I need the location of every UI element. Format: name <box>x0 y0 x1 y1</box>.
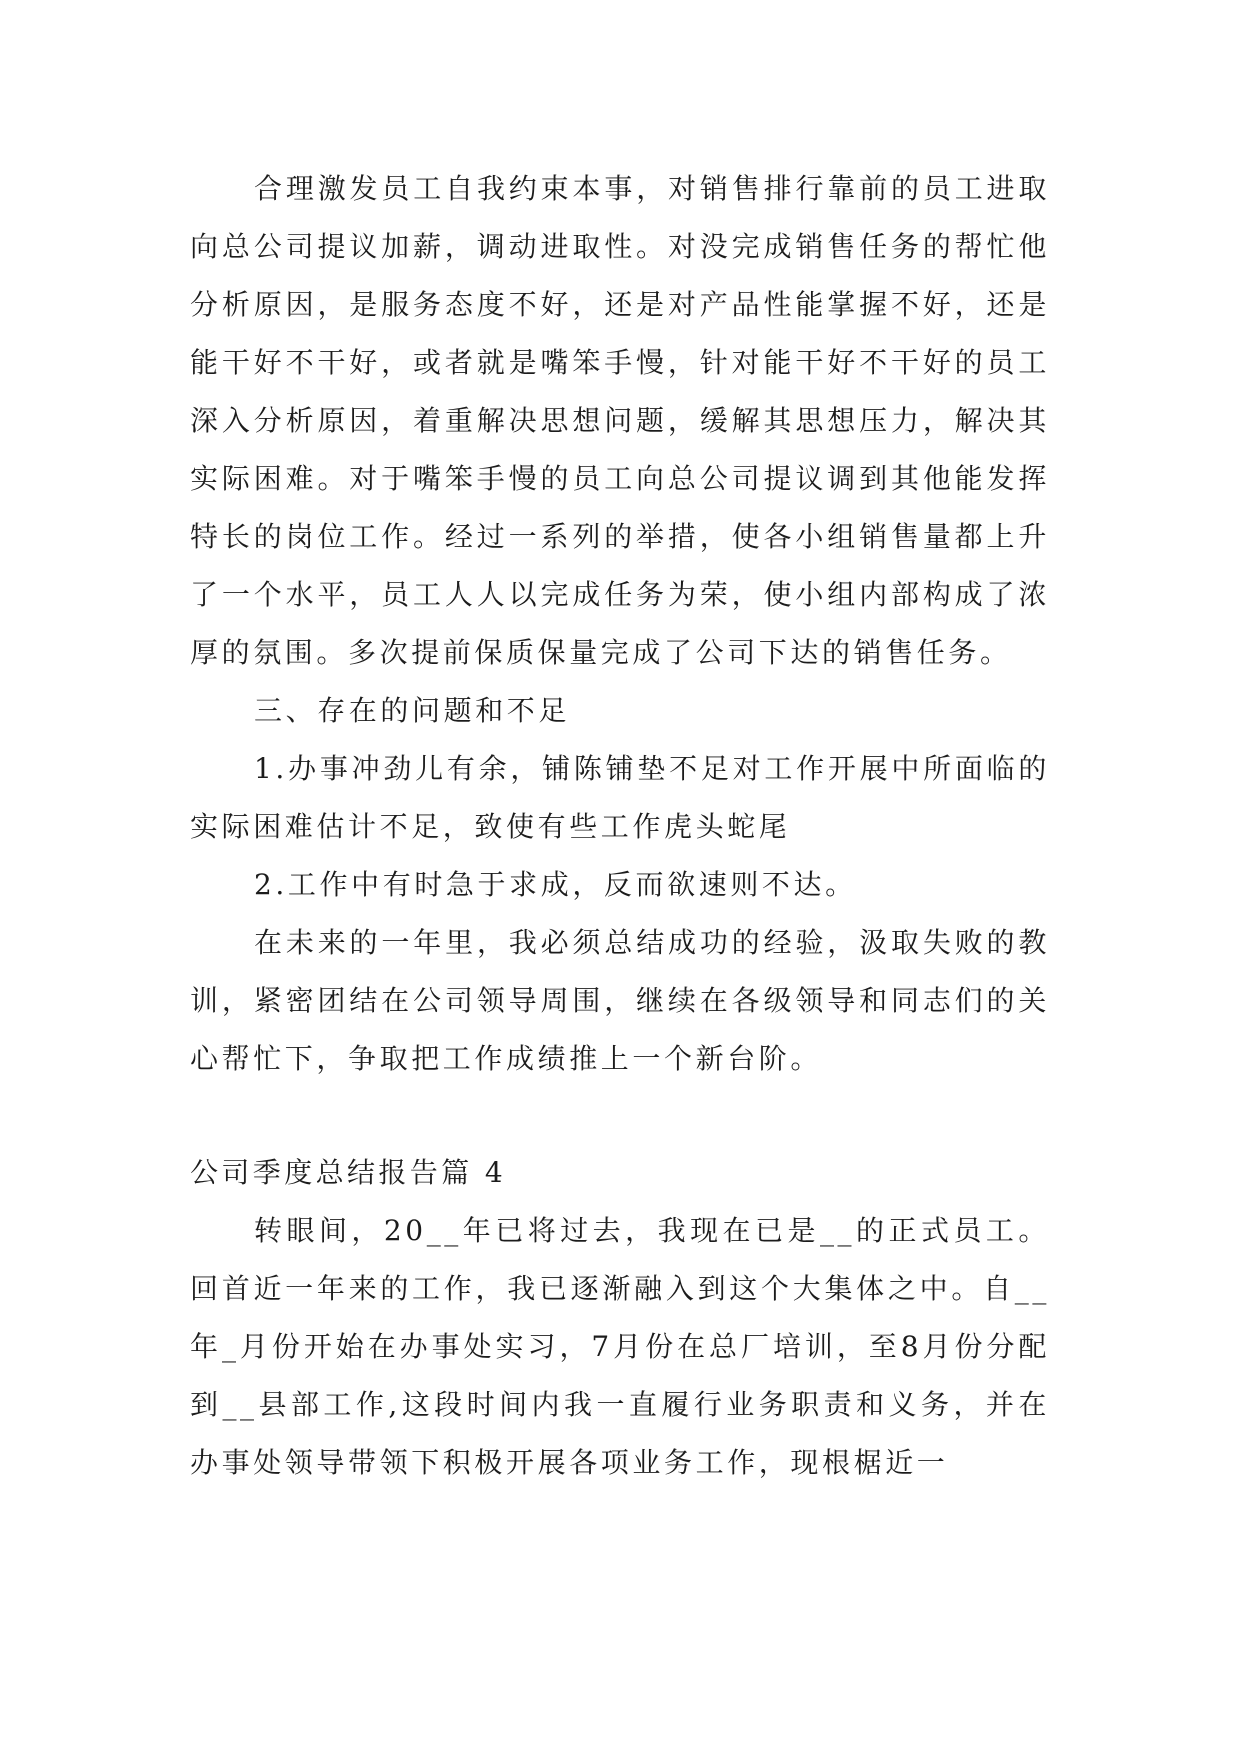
paragraph-report-4: 转眼间，20__年已将过去，我现在已是__的正式员工。回首近一年来的工作，我已逐渐融入到这个大集体之中。自__年_月份开始在办事处实习，7月份在总厂培训，至8月份分配到__县部工作,这段时间内我一直履行业务职责和义务，并在办事处领导带领下积极开展各项业务工作，现根椐近一 <box>190 1214 1050 1479</box>
document-body <box>190 160 1050 1492</box>
list-item-2: 2.工作中有时急于求成，反而欲速则不达。 <box>254 868 857 901</box>
paragraph-closing: 在未来的一年里，我必须总结成功的经验，汲取失败的教训，紧密团结在公司领导周围，继续在各级领导和同志们的关心帮忙下，争取把工作成绩推上一个新台阶。 <box>190 926 1050 1075</box>
paragraph-motivation: 合理激发员工自我约束本事，对销售排行靠前的员工进取向总公司提议加薪，调动进取性。对没完成销售任务的帮忙他分析原因，是服务态度不好，还是对产品性能掌握不好，还是能干好不干好，或者就是嘴笨手慢，针对能干好不干好的员工深入分析原因，着重解决思想问题，缓解其思想压力，解决其实际困难。对于嘴笨手慢的员工向总公司提议调到其他能发挥特长的岗位工作。经过一系列的举措，使各小组销售量都上升了一个水平，员工人人以完成任务为荣，使小组内部构成了浓厚的氛围。多次提前保质保量完成了公司下达的销售任务。 <box>190 172 1050 669</box>
list-item-1: 1.办事冲劲儿有余，铺陈铺垫不足对工作开展中所面临的实际困难估计不足，致使有些工作虎头蛇尾 <box>190 752 1050 843</box>
subheading-problems: 三、存在的问题和不足 <box>254 694 571 727</box>
section-title: 公司季度总结报告篇 4 <box>190 1156 507 1189</box>
